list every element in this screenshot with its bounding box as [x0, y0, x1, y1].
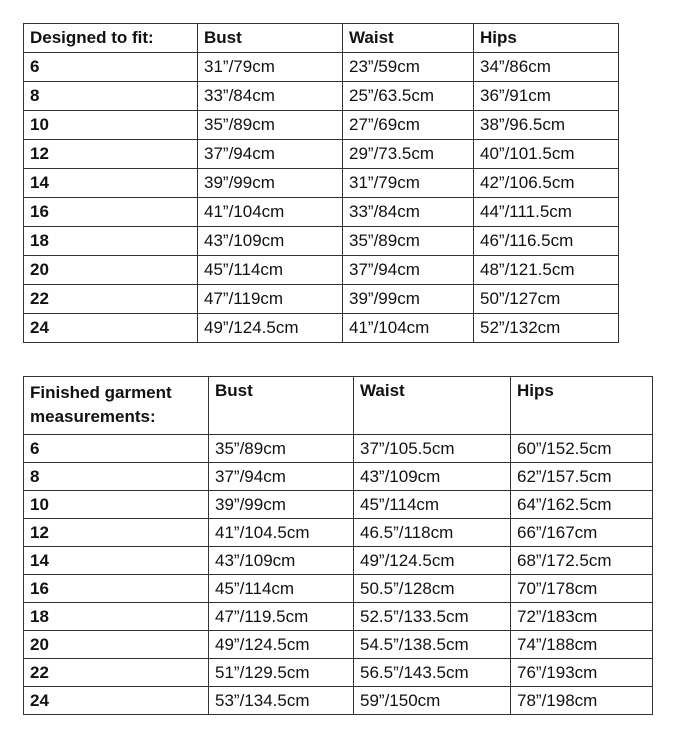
hips-cell: 62”/157.5cm [511, 463, 653, 491]
table-row [24, 631, 653, 659]
size-cell: 8 [24, 463, 209, 491]
waist-cell: 45”/114cm [354, 491, 511, 519]
bust-cell: 35”/89cm [209, 435, 354, 463]
waist-cell: 27”/69cm [343, 111, 474, 140]
size-cell: 16 [24, 198, 198, 227]
size-cell: 16 [24, 575, 209, 603]
bust-cell: 39”/99cm [209, 491, 354, 519]
bust-cell: 37”/94cm [198, 140, 343, 169]
hips-cell: 38”/96.5cm [474, 111, 619, 140]
hips-cell: 68”/172.5cm [511, 547, 653, 575]
column-header-hips: Hips [474, 24, 619, 53]
waist-cell: 35”/89cm [343, 227, 474, 256]
waist-cell: 49”/124.5cm [354, 547, 511, 575]
bust-cell: 45”/114cm [198, 256, 343, 285]
size-cell: 20 [24, 256, 198, 285]
hips-cell: 40”/101.5cm [474, 140, 619, 169]
size-cell: 14 [24, 169, 198, 198]
hips-cell: 66”/167cm [511, 519, 653, 547]
hips-cell: 70”/178cm [511, 575, 653, 603]
table-row [24, 519, 653, 547]
bust-cell: 45”/114cm [209, 575, 354, 603]
table-header-row [24, 24, 619, 53]
hips-cell: 44”/111.5cm [474, 198, 619, 227]
waist-cell: 37”/94cm [343, 256, 474, 285]
table-row [24, 82, 619, 111]
hips-cell: 48”/121.5cm [474, 256, 619, 285]
bust-cell: 49”/124.5cm [209, 631, 354, 659]
hips-cell: 42”/106.5cm [474, 169, 619, 198]
table-row [24, 314, 619, 343]
bust-cell: 41”/104.5cm [209, 519, 354, 547]
hips-cell: 78”/198cm [511, 687, 653, 715]
hips-cell: 74”/188cm [511, 631, 653, 659]
table-row [24, 198, 619, 227]
column-header-bust: Bust [209, 377, 354, 435]
table-row [24, 227, 619, 256]
size-cell: 12 [24, 519, 209, 547]
size-cell: 22 [24, 285, 198, 314]
table-row [24, 53, 619, 82]
bust-cell: 51”/129.5cm [209, 659, 354, 687]
table-row [24, 285, 619, 314]
column-header-hips: Hips [511, 377, 653, 435]
table-row [24, 547, 653, 575]
bust-cell: 43”/109cm [209, 547, 354, 575]
waist-cell: 52.5”/133.5cm [354, 603, 511, 631]
bust-cell: 37”/94cm [209, 463, 354, 491]
hips-cell: 52”/132cm [474, 314, 619, 343]
waist-cell: 41”/104cm [343, 314, 474, 343]
column-header-bust: Bust [198, 24, 343, 53]
bust-cell: 43”/109cm [198, 227, 343, 256]
size-cell: 20 [24, 631, 209, 659]
bust-cell: 35”/89cm [198, 111, 343, 140]
size-cell: 14 [24, 547, 209, 575]
hips-cell: 72”/183cm [511, 603, 653, 631]
size-cell: 8 [24, 82, 198, 111]
size-cell: 18 [24, 227, 198, 256]
size-cell: 6 [24, 53, 198, 82]
table-row [24, 603, 653, 631]
table-row [24, 111, 619, 140]
bust-cell: 33”/84cm [198, 82, 343, 111]
size-cell: 18 [24, 603, 209, 631]
waist-cell: 54.5”/138.5cm [354, 631, 511, 659]
size-cell: 22 [24, 659, 209, 687]
bust-cell: 53”/134.5cm [209, 687, 354, 715]
waist-cell: 59”/150cm [354, 687, 511, 715]
table-row [24, 169, 619, 198]
hips-cell: 60”/152.5cm [511, 435, 653, 463]
table-row [24, 687, 653, 715]
bust-cell: 31”/79cm [198, 53, 343, 82]
hips-cell: 76”/193cm [511, 659, 653, 687]
table-row [24, 463, 653, 491]
table-row [24, 256, 619, 285]
table-row [24, 435, 653, 463]
waist-cell: 50.5”/128cm [354, 575, 511, 603]
waist-cell: 46.5”/118cm [354, 519, 511, 547]
designed-to-fit-table [23, 23, 619, 343]
table-row [24, 659, 653, 687]
bust-cell: 47”/119.5cm [209, 603, 354, 631]
column-header-waist: Waist [354, 377, 511, 435]
waist-cell: 23”/59cm [343, 53, 474, 82]
bust-cell: 39”/99cm [198, 169, 343, 198]
size-cell: 24 [24, 687, 209, 715]
waist-cell: 33”/84cm [343, 198, 474, 227]
waist-cell: 25”/63.5cm [343, 82, 474, 111]
hips-cell: 64”/162.5cm [511, 491, 653, 519]
size-cell: 24 [24, 314, 198, 343]
hips-cell: 36”/91cm [474, 82, 619, 111]
table-header-row [24, 377, 653, 435]
waist-cell: 37”/105.5cm [354, 435, 511, 463]
hips-cell: 50”/127cm [474, 285, 619, 314]
table-row [24, 491, 653, 519]
size-cell: 10 [24, 491, 209, 519]
table-row [24, 575, 653, 603]
waist-cell: 39”/99cm [343, 285, 474, 314]
column-header-waist: Waist [343, 24, 474, 53]
size-cell: 12 [24, 140, 198, 169]
hips-cell: 46”/116.5cm [474, 227, 619, 256]
size-cell: 10 [24, 111, 198, 140]
waist-cell: 56.5”/143.5cm [354, 659, 511, 687]
finished-garment-table [23, 376, 653, 715]
waist-cell: 43”/109cm [354, 463, 511, 491]
bust-cell: 49”/124.5cm [198, 314, 343, 343]
waist-cell: 29”/73.5cm [343, 140, 474, 169]
size-cell: 6 [24, 435, 209, 463]
column-header-size: Designed to fit: [24, 24, 198, 53]
waist-cell: 31”/79cm [343, 169, 474, 198]
column-header-size: Finished garment measurements: [24, 377, 209, 435]
bust-cell: 41”/104cm [198, 198, 343, 227]
table-row [24, 140, 619, 169]
hips-cell: 34”/86cm [474, 53, 619, 82]
bust-cell: 47”/119cm [198, 285, 343, 314]
